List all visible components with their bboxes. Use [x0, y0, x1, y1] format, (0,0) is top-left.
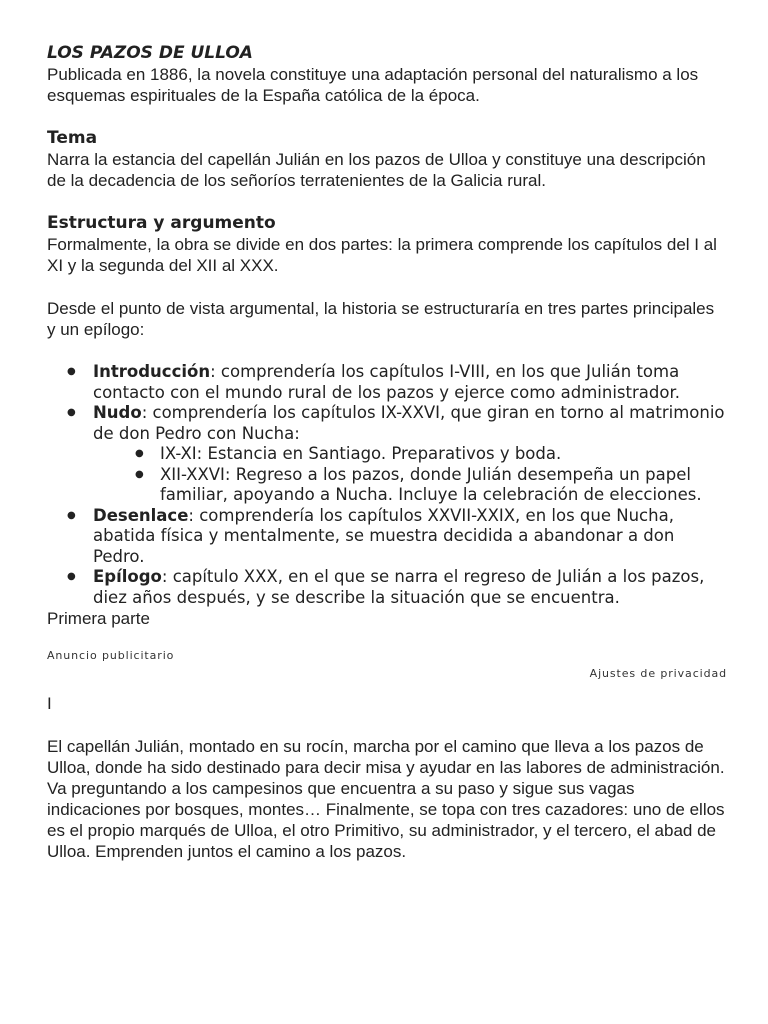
list-item-nudo	[47, 403, 727, 506]
sublist-item-text: XII-XXVI: Regreso a los pazos, donde Julián desempeña un papel familiar, apoyando a Nucha. Incluye la celebración de elecciones.	[160, 464, 702, 504]
bullet-icon: ●	[67, 407, 76, 418]
list-item-epilogo	[47, 567, 727, 608]
tema-heading: Tema	[47, 128, 98, 148]
list-item-term: Nudo	[93, 403, 142, 422]
ad-label: Anuncio publicitario	[47, 649, 175, 662]
chapter-number: I	[47, 694, 52, 713]
argument-list	[47, 362, 727, 608]
primera-parte-heading: Primera parte	[47, 609, 150, 628]
page-title: LOS PAZOS DE ULLOA	[47, 43, 253, 63]
bullet-icon: ●	[67, 366, 76, 377]
chapter-paragraph: El capellán Julián, montado en su rocín, marcha por el camino que lleva a los pazos de Ulloa, donde ha sido destinado para decir misa y ayudar en las labores de administración. Va preguntando a los campesinos que encuentra a su paso y sigue sus vagas indicaciones por bosques, montes… Finalmente, se topa con tres cazadores: uno de ellos es el propio marqués de Ulloa, el otro Primitivo, su administrador, y el tercero, el abad de Ulloa. Emprenden juntos el camino a los pazos.	[47, 737, 725, 861]
tema-paragraph: Narra la estancia del capellán Julián en los pazos de Ulloa y constituye una descripción de la decadencia de los señoríos terratenientes de la Galicia rural.	[47, 150, 706, 190]
privacy-settings-link[interactable]: Ajustes de privacidad	[589, 667, 727, 680]
list-item-desc: : comprendería los capítulos I-VIII, en los que Julián toma contacto con el mundo rural de los pazos y ejerce como administrador.	[93, 362, 680, 402]
list-item-term: Desenlace	[93, 505, 189, 525]
list-item-desc: : comprendería los capítulos IX-XXVI, que giran en torno al matrimonio de don Pedro con Nucha:	[93, 403, 725, 443]
document	[47, 43, 727, 862]
list-item-desc: : capítulo XXX, en el que se narra el regreso de Julián a los pazos, diez años después, y se describe la situación que se encuentra.	[93, 567, 705, 607]
estructura-heading: Estructura y argumento	[47, 213, 276, 233]
estructura-paragraph-1: Formalmente, la obra se divide en dos partes: la primera comprende los capítulos del I al XI y la segunda del XII al XXX.	[47, 235, 717, 275]
bullet-icon: ●	[67, 509, 76, 521]
list-item-introduccion	[47, 362, 727, 403]
bullet-icon: ●	[135, 448, 144, 459]
estructura-paragraph-2: Desde el punto de vista argumental, la historia se estructuraría en tres partes principales y un epílogo:	[47, 299, 715, 339]
bullet-icon: ●	[135, 468, 144, 480]
intro-paragraph: Publicada en 1886, la novela constituye una adaptación personal del naturalismo a los esquemas espirituales de la España católica de la época.	[47, 65, 699, 105]
list-item-term: Introducción	[93, 362, 211, 381]
bullet-icon: ●	[67, 571, 76, 582]
list-item-desc: : comprendería los capítulos XXVII-XXIX, en los que Nucha, abatida física y mentalmente, se muestra decidida a abandonar a don Pedro.	[93, 505, 675, 566]
sublist-item-text: IX-XI: Estancia en Santiago. Preparativos y boda.	[160, 444, 562, 463]
list-item-term: Epílogo	[93, 567, 162, 586]
sublist-item	[93, 444, 727, 465]
sublist-item	[93, 465, 727, 506]
nudo-sublist	[93, 444, 727, 506]
list-item-desenlace	[47, 506, 727, 568]
